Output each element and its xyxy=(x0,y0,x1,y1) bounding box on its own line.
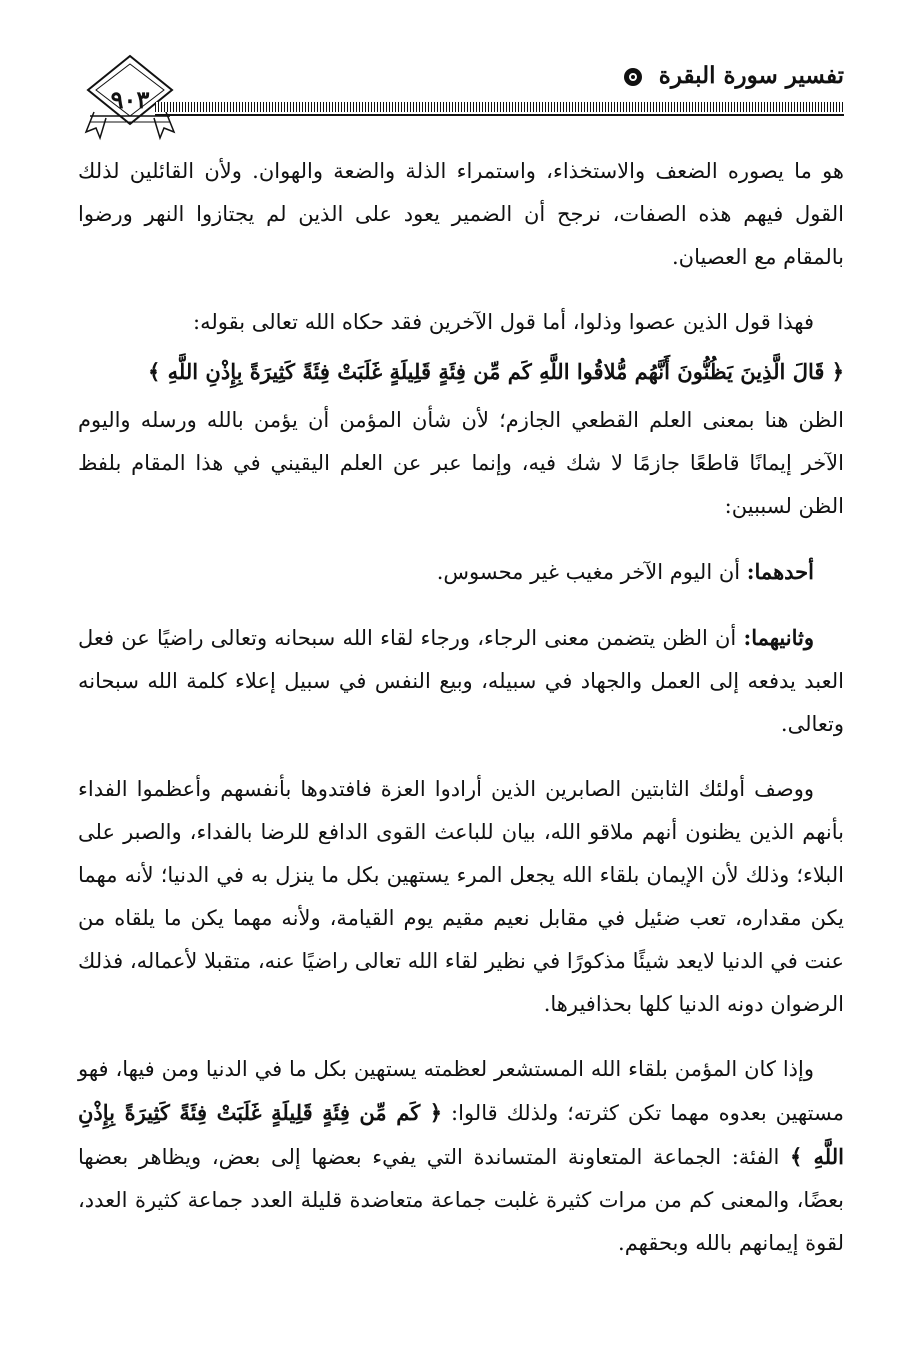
header-rule xyxy=(155,102,844,112)
ornament-icon xyxy=(622,66,644,88)
paragraph-5-start: وإذا كان المؤمن بلقاء الله المستشعر لعظمته يستهين بكل ما في الدنيا ومن فيها، فهو مستهين بعدوه مهما تكن كثرته؛ ولذلك قالوا: xyxy=(78,1057,845,1125)
first-reason-label: أحدهما: xyxy=(746,559,814,584)
paragraph-5 xyxy=(78,1048,844,1265)
quran-verse-2: ﴿ كَم مِّن فِئَةٍ قَلِيلَةٍ غَلَبَتْ فِئَةً كَثِيرَةً بِإِذْنِ اللَّهِ ﴾ xyxy=(78,1100,844,1169)
running-title: تفسير سورة البقرة xyxy=(658,62,844,89)
header-rule-line xyxy=(155,114,844,116)
paragraph-4: ووصف أولئك الثابتين الصابرين الذين أرادوا العزة فافتدوها بأنفسهم وأعظموا الفداء بأنهم الذين يظنون أنهم ملاقو الله، بيان للباعث القوى الدافع للرضا بالفداء، والصبر على البلاء؛ وذلك لأن الإيمان بلقاء الله يجعل المرء يستهين بكل ما ينزل به في الدنيا؛ لأنه مهما يكن مقداره، تعب ضئيل في مقابل نعيم مقيم يوم القيامة، ولأنه مهما يكن ما يلقاه من عنت في الدنيا لايعد شيئًا مذكورًا في نظير لقاء الله تعالى راضيًا عنه، متقبلا لأعماله، فذلك الرضوان دونه الدنيا كلها بحذافيرها. xyxy=(78,777,844,1016)
second-reason-label: وثانيهما: xyxy=(743,625,814,650)
page-header xyxy=(80,52,844,142)
second-reason-text: أن الظن يتضمن معنى الرجاء، ورجاء لقاء الله سبحانه وتعالى راضيًا عن فعل العبد يدفعه إلى العمل والجهاد في سبيله، وبيع النفس في سبيل إعلاء كلمة الله سبحانه وتعالى. xyxy=(78,626,844,736)
quran-verse-1: ﴿ قَالَ الَّذِينَ يَظُنُّونَ أَنَّهُم مُّلاقُوا اللَّهِ كَم مِّن فِئَةٍ قَلِيلَةٍ غَلَبَتْ فِئَةً كَثِيرَةً بِإِذْنِ اللَّهِ ﴾ xyxy=(148,359,844,384)
paragraph-second-reason xyxy=(78,616,844,746)
page-number: ٩٠٣ xyxy=(110,85,150,114)
paragraph-1: هو ما يصوره الضعف والاستخذاء، واستمراء الذلة والضعة والهوان. ولأن القائلين لذلك القول فيهم هذه الصفات، نرجح أن الضمير يعود على الذين لم يجتازوا النهر ورضوا بالمقام مع العصيان. xyxy=(78,159,844,269)
paragraph-5-end: الفئة: الجماعة المتعاونة المتساندة التي يفيء بعضها إلى بعض، ويظاهر بعضها بعضًا، والمعنى كم من مرات كثيرة غلبت جماعة متعاضدة قليلة العدد جماعة كثيرة العدد، لقوة إيمانهم بالله وبحقهم. xyxy=(78,1145,844,1255)
body-text xyxy=(78,150,844,1287)
first-reason-text: أن اليوم الآخر مغيب غير محسوس. xyxy=(436,560,747,584)
paragraph-first-reason xyxy=(78,550,844,594)
paragraph-2: فهذا قول الذين عصوا وذلوا، أما قول الآخرين فقد حكاه الله تعالى بقوله: xyxy=(193,310,814,334)
paragraph-3: الظن هنا بمعنى العلم القطعي الجازم؛ لأن شأن المؤمن أن يؤمن بالله ورسله واليوم الآخر إيمانًا قاطعًا جازمًا لا شك فيه، وإنما عبر عن العلم اليقيني في هذا المقام بلفظ الظن لسببين: xyxy=(78,408,844,518)
